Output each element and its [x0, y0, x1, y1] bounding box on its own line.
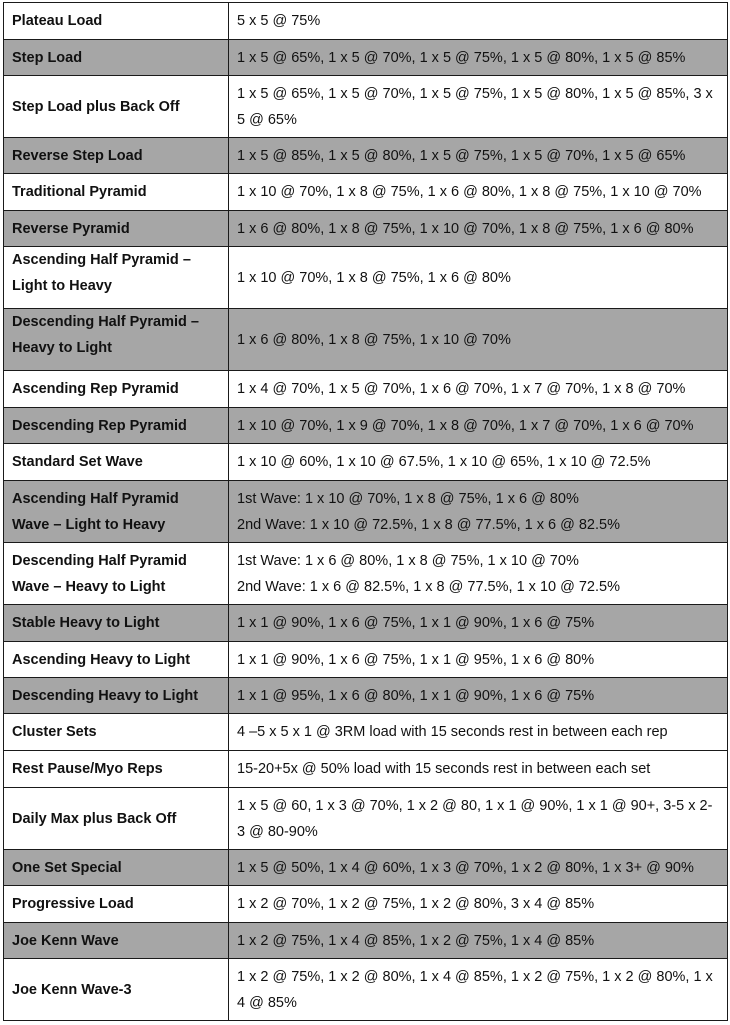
loading-schemes-table: [3, 2, 728, 1021]
table-row: [4, 543, 728, 605]
table-row: [4, 605, 728, 642]
scheme-name: Ascending Heavy to Light: [4, 642, 229, 678]
scheme-sets: 1 x 2 @ 75%, 1 x 2 @ 80%, 1 x 4 @ 85%, 1 x 2 @ 75%, 1 x 2 @ 80%, 1 x 4 @ 85%: [229, 959, 728, 1021]
scheme-sets: 15-20+5x @ 50% load with 15 seconds rest in between each set: [229, 751, 728, 788]
scheme-name: Plateau Load: [4, 3, 229, 40]
table-row: [4, 481, 728, 543]
table-row: [4, 408, 728, 444]
scheme-sets: 1 x 5 @ 85%, 1 x 5 @ 80%, 1 x 5 @ 75%, 1 x 5 @ 70%, 1 x 5 @ 65%: [229, 138, 728, 174]
table-row: [4, 247, 728, 309]
scheme-sets: 4 –5 x 5 x 1 @ 3RM load with 15 seconds rest in between each rep: [229, 714, 728, 751]
table-row: [4, 40, 728, 76]
scheme-name: Ascending Half Pyramid – Light to Heavy: [4, 247, 229, 309]
scheme-name: Traditional Pyramid: [4, 174, 229, 211]
scheme-name: Daily Max plus Back Off: [4, 788, 229, 850]
scheme-sets: 1 x 10 @ 70%, 1 x 8 @ 75%, 1 x 6 @ 80%, 1 x 8 @ 75%, 1 x 10 @ 70%: [229, 174, 728, 211]
scheme-sets: 1 x 4 @ 70%, 1 x 5 @ 70%, 1 x 6 @ 70%, 1 x 7 @ 70%, 1 x 8 @ 70%: [229, 371, 728, 408]
scheme-sets: 1 x 1 @ 90%, 1 x 6 @ 75%, 1 x 1 @ 95%, 1 x 6 @ 80%: [229, 642, 728, 678]
table-row: [4, 444, 728, 481]
scheme-name: Step Load: [4, 40, 229, 76]
table-row: [4, 923, 728, 959]
first-wave-line: 1st Wave: 1 x 6 @ 80%, 1 x 8 @ 75%, 1 x 10 @ 70%: [237, 552, 579, 569]
scheme-sets: [229, 481, 728, 543]
scheme-name: Joe Kenn Wave: [4, 923, 229, 959]
scheme-sets: 1 x 5 @ 65%, 1 x 5 @ 70%, 1 x 5 @ 75%, 1 x 5 @ 80%, 1 x 5 @ 85%, 3 x 5 @ 65%: [229, 76, 728, 138]
table-row: [4, 678, 728, 714]
scheme-name: Rest Pause/Myo Reps: [4, 751, 229, 788]
table-row: [4, 309, 728, 371]
table-row: [4, 959, 728, 1021]
scheme-sets: 5 x 5 @ 75%: [229, 3, 728, 40]
scheme-sets: 1 x 10 @ 70%, 1 x 8 @ 75%, 1 x 6 @ 80%: [229, 247, 728, 309]
scheme-sets: 1 x 5 @ 60, 1 x 3 @ 70%, 1 x 2 @ 80, 1 x 1 @ 90%, 1 x 1 @ 90+, 3-5 x 2-3 @ 80-90%: [229, 788, 728, 850]
scheme-sets: 1 x 1 @ 95%, 1 x 6 @ 80%, 1 x 1 @ 90%, 1 x 6 @ 75%: [229, 678, 728, 714]
scheme-sets: [229, 543, 728, 605]
scheme-sets: 1 x 10 @ 60%, 1 x 10 @ 67.5%, 1 x 10 @ 65%, 1 x 10 @ 72.5%: [229, 444, 728, 481]
scheme-name: Reverse Pyramid: [4, 211, 229, 247]
scheme-sets: 1 x 1 @ 90%, 1 x 6 @ 75%, 1 x 1 @ 90%, 1 x 6 @ 75%: [229, 605, 728, 642]
first-wave-line: 1st Wave: 1 x 10 @ 70%, 1 x 8 @ 75%, 1 x 6 @ 80%: [237, 490, 579, 507]
scheme-name: Descending Half Pyramid – Heavy to Light: [4, 309, 229, 371]
scheme-sets: 1 x 6 @ 80%, 1 x 8 @ 75%, 1 x 10 @ 70%, 1 x 8 @ 75%, 1 x 6 @ 80%: [229, 211, 728, 247]
scheme-name: Descending Heavy to Light: [4, 678, 229, 714]
scheme-name: Joe Kenn Wave-3: [4, 959, 229, 1021]
table-row: [4, 371, 728, 408]
scheme-name: Descending Half Pyramid Wave – Heavy to Light: [4, 543, 229, 605]
scheme-sets: 1 x 2 @ 70%, 1 x 2 @ 75%, 1 x 2 @ 80%, 3 x 4 @ 85%: [229, 886, 728, 923]
scheme-name: One Set Special: [4, 850, 229, 886]
table-row: [4, 3, 728, 40]
table-row: [4, 788, 728, 850]
table-row: [4, 886, 728, 923]
scheme-sets: 1 x 5 @ 50%, 1 x 4 @ 60%, 1 x 3 @ 70%, 1 x 2 @ 80%, 1 x 3+ @ 90%: [229, 850, 728, 886]
scheme-sets: 1 x 6 @ 80%, 1 x 8 @ 75%, 1 x 10 @ 70%: [229, 309, 728, 371]
table-row: [4, 76, 728, 138]
scheme-name: Step Load plus Back Off: [4, 76, 229, 138]
table-row: [4, 211, 728, 247]
scheme-name: Ascending Half Pyramid Wave – Light to Heavy: [4, 481, 229, 543]
scheme-name: Reverse Step Load: [4, 138, 229, 174]
scheme-name: Stable Heavy to Light: [4, 605, 229, 642]
table-row: [4, 850, 728, 886]
scheme-name: Progressive Load: [4, 886, 229, 923]
scheme-sets: 1 x 10 @ 70%, 1 x 9 @ 70%, 1 x 8 @ 70%, 1 x 7 @ 70%, 1 x 6 @ 70%: [229, 408, 728, 444]
scheme-name: Ascending Rep Pyramid: [4, 371, 229, 408]
table-row: [4, 138, 728, 174]
scheme-name: Standard Set Wave: [4, 444, 229, 481]
second-wave-line: 2nd Wave: 1 x 10 @ 72.5%, 1 x 8 @ 77.5%, 1 x 6 @ 82.5%: [237, 516, 620, 533]
scheme-name: Descending Rep Pyramid: [4, 408, 229, 444]
scheme-sets: 1 x 2 @ 75%, 1 x 4 @ 85%, 1 x 2 @ 75%, 1 x 4 @ 85%: [229, 923, 728, 959]
scheme-name: Cluster Sets: [4, 714, 229, 751]
table-row: [4, 642, 728, 678]
scheme-sets: 1 x 5 @ 65%, 1 x 5 @ 70%, 1 x 5 @ 75%, 1 x 5 @ 80%, 1 x 5 @ 85%: [229, 40, 728, 76]
table-row: [4, 714, 728, 751]
table-row: [4, 174, 728, 211]
table-row: [4, 751, 728, 788]
second-wave-line: 2nd Wave: 1 x 6 @ 82.5%, 1 x 8 @ 77.5%, 1 x 10 @ 72.5%: [237, 578, 620, 595]
